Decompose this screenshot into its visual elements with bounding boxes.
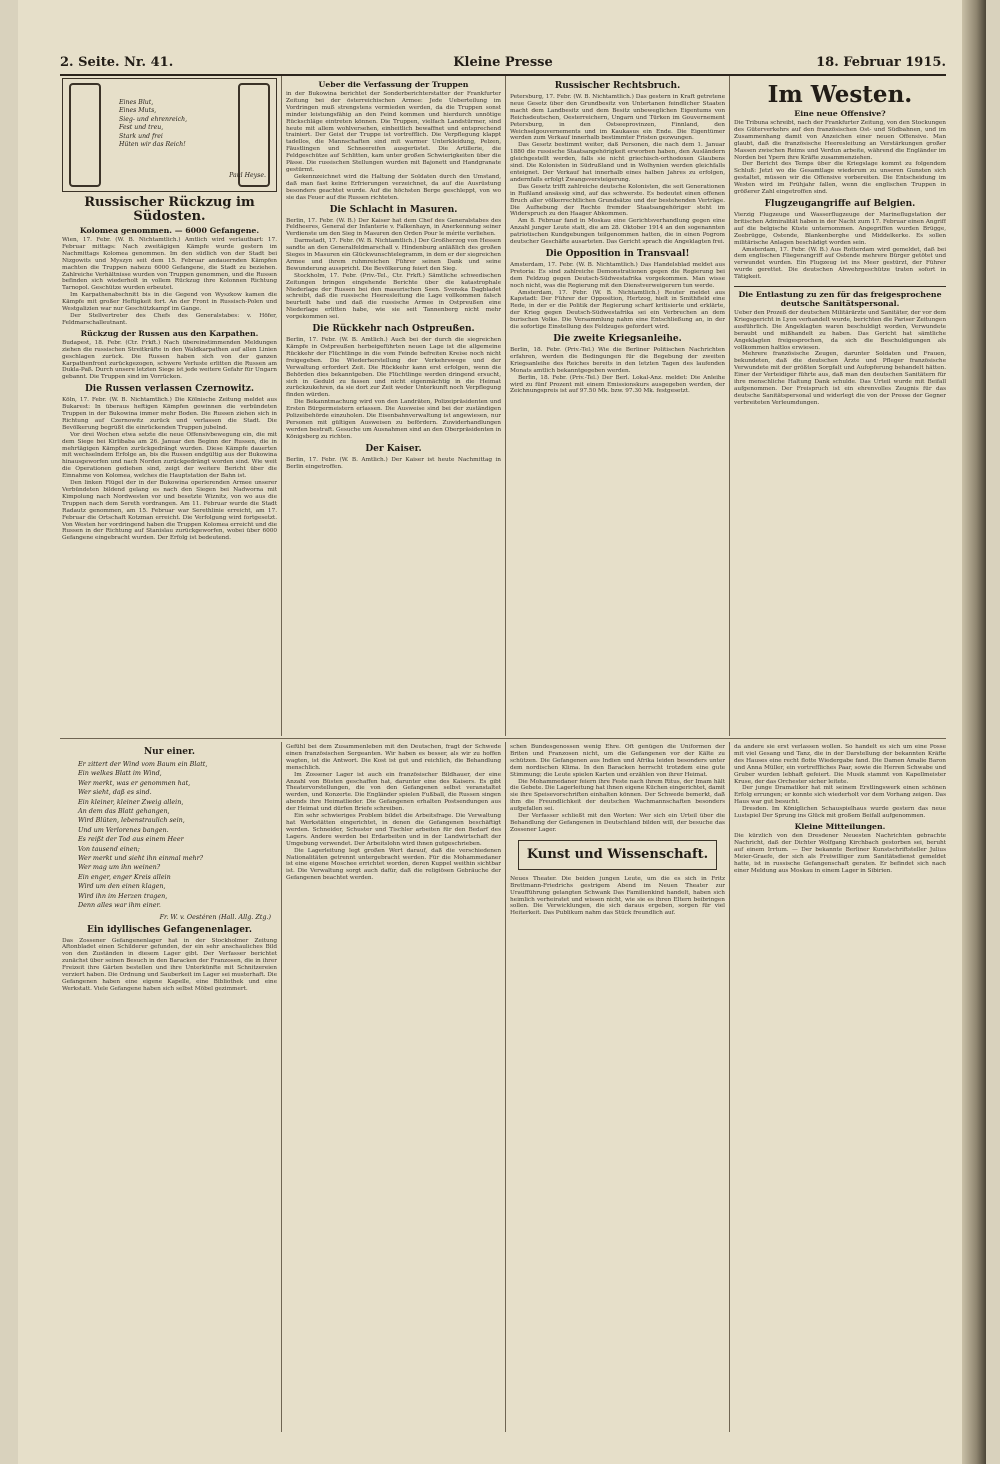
feuilleton-column-4 (734, 744, 946, 1430)
heading-flugzeugangriffe: Flugzeugangriffe auf Belgien. (764, 198, 916, 209)
heading-kaiser: Der Kaiser. (365, 443, 422, 454)
poem-box (62, 78, 277, 192)
poem-author: Paul Heyse. (229, 172, 266, 179)
article-paragraph: Im Zossener Lager ist auch ein französischer Bildhauer, der eine Anzahl von Büsten geschaffen hat, darunter eine des Kaisers. Es gibt Theatervorstellungen, die von den Gefangenen selbst veranstaltet werden, und Konzerte. Die Engländer spielen Fußball, die Russen singen abends ihre Heimatlieder. Die Gefangenen erhalten Postsendungen aus der Heimat und dürfen Briefe schreiben. (286, 771, 501, 813)
kunst-heading-box (518, 840, 717, 870)
heading-sanitaetspersonal: Die Entlastung zu zen für das freigesprochene deutsche Sanitätspersonal. (734, 286, 946, 308)
heading-kunst: Kunst und Wissenschaft. (526, 846, 709, 862)
article-paragraph: Petersburg, 17. Febr. (W. B. Nichtamtlich.) Das gestern in Kraft getretene neue Gesetz über den Grundbesitz von Untertanen feindlicher Staaten macht dem Landbesitz und dem Besitz unbeweglichen Eigentums von Reichsdeutschen, Oesterreichern, Ungarn und Türken im Gouvernement Petersburg, in den Ostseeprovinzen, Finnland, den Weichselgouvernements und im Kaukasus ein Ende. Die Eigentümer werden zum Verkauf innerhalb bestimmter Fristen gezwungen. (510, 94, 725, 142)
heading-czernowitz: Die Russen verlassen Czernowitz. (85, 384, 254, 395)
article-paragraph: Vor drei Wochen etwa setzte die neue Offensivbewegung ein, die mit dem Siege bei Kirlibaba am 26. Januar den Beginn der Russen, die in mehrtägigen Kämpfen zurückgedrängt wurden. Diese Kämpfe dauerten mit wechselndem Erfolge an, bis die Russen endgültig aus der Bukowina hinausgeworfen und nach Norden zurückgedrängt worden sind. Wie weit die Operationen gediehen sind, zeigt der weitere Bericht über die Einnahme von Kolomea, welches die Hauptstation der Bahn ist. (62, 431, 277, 480)
article-paragraph: Die Tribuna schreibt, nach der Frankfurter Zeitung, von den Stockungen des Güterverkehrs auf den französischen Ost- und Südbahnen, und im Zusammenhang damit von Anzeichen einer neuen Offensive. Man glaubt, daß die französische Heeresleitung an Verstärkungen großer Massen zwischen Reims und Verdun arbeite, während die Engländer im Norden bei Ypern ihre Kräfte zusammenziehen. (734, 120, 946, 161)
issue-date: 18. Februar 1915. (816, 54, 946, 70)
heading-karpathen: Rückzug der Russen aus den Karpathen. (80, 328, 259, 338)
article-paragraph: Das Gesetz trifft zahlreiche deutsche Kolonisten, die seit Generationen in Rußland ansässig sind, auf das schwerste. Es bedeutet einen offenen Bruch aller völkerrechtlichen Grundsätze und der bestehenden Verträge. Die Aufhebung der Rechte fremder Staatsangehöriger steht im Widerspruch zu den Haager Abkommen. (510, 183, 725, 218)
feuilleton-column-2 (286, 744, 501, 1430)
motto-poem: Eines Blut, Eines Muts, Sieg- und ehrenreich, Fest und treu, Stark und frei Hüten wir das Reich! (119, 99, 188, 149)
article-paragraph: Der Stellvertreter des Chefs des Generalstabes: v. Höfer, Feldmarschalleutnant. (62, 312, 277, 326)
article-paragraph: in der Bukowina berichtet der Sonderberichterstatter der Frankfurter Zeitung bei der österreichischen Armee: Jede Ueberteilung im Vordringen muß strengstens vermieden werden, da die Truppen sonst minder leistungsfähig an den Feind kommen und hierdurch unnötige Rückschläge eintreten können. Die Truppen, vielfach Landstürmer, sind heute mit allem wohlversehen, einheitlich bewaffnet und entsprechend trainiert. Der Geist der Truppe ist vortrefflich. Die Verpflegung klappt tadellos, die Mannschaften sind mit warmer Unterkleidung, Pelzen, Fäustlingen und Schneereifen ausgerüstet. Die Artillerie, die Feldgeschütze auf Schlitten, kam unter großen Schwierigkeiten über die Pässe. Die russischen Stellungen wurden mit Bajonett und Handgranate gestürmt. (286, 91, 501, 173)
poem-nur-einer: Er zittert der Wind vom Baum ein Blatt, Ein welkes Blatt im Wind, Wer merkt, was er genommen hat, Wer sieht, daß es sind. Ein kleiner, kleiner Zweig allein, An dem das Blatt gehangen, Wird Blüten, lebenstraulich sein, Und um Verlorenes bangen. Es reißt der Tod aus einem Heer Von tausend einen; Wer merkt und sieht ihn einmal mehr? Wer mag um ihn weinen? Ein enger, enger Kreis allein Wird um den einen klagen, Wird ihn im Herzen tragen, Denn alles war ihm einer. (78, 760, 208, 910)
poem-author: Fr. W. v. Oestéren (Hall. Allg. Ztg.) (159, 912, 271, 921)
article-paragraph: Ueber den Prozeß der deutschen Militärärzte und Sanitäter, der vor dem Kriegsgericht in Lyon verhandelt wurde, berichten die Pariser Zeitungen ausführlich. Die Angeklagten waren beschuldigt worden, Verwundete beraubt und mißhandelt zu haben. Das Gericht hat sämtliche Angeklagten freigesprochen, da sich die Beschuldigungen als vollkommen haltlos erwiesen. (734, 310, 946, 351)
heading-gefangenenlager: Ein idyllisches Gefangenenlager. (87, 924, 252, 935)
feuilleton-column-1 (62, 744, 277, 1430)
subhead-offensive: Eine neue Offensive? (794, 109, 886, 118)
headline-rueckzug: Russischer Rückzug im Südosten. (84, 195, 255, 224)
article-paragraph: Budapest, 18. Febr. (Ctr. Frkft.) Nach übereinstimmenden Meldungen ziehen die russischen Streitkräfte in den Waldkarpathen auf allen Linien geschlagen zurück. Die Russen haben sich von der ganzen Karpathenfront zurückgezogen, schwere Verluste erlitten die Russen am Dukla-Paß. Durch unsere letzten Siege ist jede weitere Gefahr für Ungarn gebannt. Die Truppen sind im Vorrücken. (62, 339, 277, 381)
heading-verfassung: Ueber die Verfassung der Truppen (318, 80, 469, 89)
subhead-kolomea: Kolomea genommen. — 6000 Gefangene. (79, 226, 260, 235)
heading-nur-einer: Nur einer. (143, 747, 196, 757)
article-paragraph: Die Lagerleitung legt großen Wert darauf, daß die verschiedenen Nationalitäten getrennt untergebracht werden. Für die Mohammedaner ist eine eigene Moschee errichtet worden, deren Kuppel weithin sichtbar ist. Die Verwaltung sorgt auch dafür, daß die religiösen Gebräuche der Gefangenen beachtet werden. (286, 847, 501, 882)
article-paragraph: Die Bekanntmachung wird von den Landräten, Polizeipräsidenten und Ersten Bürgermeistern erlassen. Die Ausweise sind bei der zuständigen Polizeibehörde einzuholen. Die Eisenbahnverwaltung ist angewiesen, nur Personen mit gültigen Ausweisen zu befördern. Zuwiderhandlungen werden bestraft. Gesuche um Ausnahmen sind an den Oberpräsidenten in Königsberg zu richten. (286, 399, 501, 440)
masthead: Kleine Presse (453, 54, 553, 70)
article-paragraph: Am 8. Februar fand in Moskau eine Gerichtsverhandlung gegen eine Anzahl junger Leute statt, die am 28. Oktober 1914 an den sogenannten patriotischen Kundgebungen teilgenommen hatten, die in einen Pogrom deutscher Geschäfte ausarteten. Das Gericht sprach die Angeklagten frei. (510, 218, 725, 246)
heading-rechtsbruch: Russischer Rechtsbruch. (554, 81, 681, 91)
article-paragraph: Neues Theater. Die beiden jungen Leute, um die es sich in Fritz Brettmann-Friedrichs gestrigem Abend im Neuen Theater zur Uraufführung gelangten Schwank Das Familienkind handelt, haben sich heimlich verheiratet und wissen nicht, wie sie es ihren Eltern beibringen sollen. Die Verwicklungen, die sich daraus ergeben, sorgen für viel Heiterkeit. Das Publikum nahm das Stück freundlich auf. (510, 875, 725, 917)
heading-mitteilungen: Kleine Mitteilungen. (794, 821, 886, 831)
column-2 (286, 78, 501, 736)
article-paragraph: Das Gesetz bestimmt weiter, daß Personen, die nach dem 1. Januar 1880 die russische Staatsangehörigkeit erworben haben, den Ausländern gleichgestellt werden, falls sie nicht griechisch-orthodoxen Glaubens sind. Die Kolonisten in Südrußland und in Wolhynien werden gleichfalls enteignet. Der Verkauf hat innerhalb eines halben Jahres zu erfolgen, andernfalls erfolgt Zwangsversteigerung. (510, 142, 725, 183)
article-paragraph: Wien, 17. Febr. (W. B. Nichtamtlich.) Amtlich wird verlautbart: 17. Februar mittags: Nach zweitägigen Kämpfe wurde gestern im Nachmittags Kolomea genommen. Im den südlich von der Stadt bei Nizgowits und Myszyn seit dem 15. Februar andauernden Kämpfen machten die Truppen nahezu 6000 Gefangene, die Stadt zu beziehen. Zahlreiche Verhältnisse wurden von Truppen genommen, und die Russen befinden sich wiederholt in vollem Rückzug ihre Kolonnen Richtung Tarnopol. Geschütze wurden erbeutet. (62, 237, 277, 292)
article-paragraph: Köln, 17. Febr. (W. B. Nichtamtlich.) Die Kölnische Zeitung meldet aus Bukarest: In überaus heftigen Kämpfen gewinnen die verbündeten Truppen in der Bukowina immer mehr Boden. Die Russen ziehen sich in Richtung auf Czernowitz zurück und verlassen die Stadt. Die Bevölkerung begrüßt die einrückenden Truppen jubelnd. (62, 397, 277, 431)
article-paragraph: Gefühl bei dem Zusammenleben mit den Deutschen, fragt der Schwede einen französischen Sergeanten. Wir haben es besser, als wir zu hoffen wagten, ist die Antwort. Die Kost ist gut und reichlich, die Behandlung menschlich. (286, 744, 501, 771)
article-paragraph: Gekennzeichnet wird die Haltung der Soldaten durch den Umstand, daß man fast keine Erfrierungen verzeichnet, da auf die Ausrüstung besonders geachtet wurde. Auf die höchsten Berge geschleppt, von wo sie das Feuer auf die Russen richteten. (286, 173, 501, 201)
page-header (60, 50, 946, 76)
article-paragraph: schen Bundesgenossen wenig Ehre. Oft genügen die Uniformen der Briten und Franzosen nicht, um die Gefangenen vor der Kälte zu schützen. Die Gefangenen aus Indien und Afrika leiden besonders unter dem nordischen Klima. In den Baracken herrscht trotzdem eine gute Stimmung; die Leute spielen Karten und erzählen von ihrer Heimat. (510, 744, 725, 778)
article-paragraph: Im Karpathenabschnitt bis in die Gegend von Wyszkow kamen die Kämpfe mit großer Heftigkeit fort. An der Front in Russisch-Polen und Westgalizien war nur Geschützkampf im Gange. (62, 292, 277, 313)
article-paragraph: Amsterdam, 17. Febr. (W. B. Nichtamtlich.) Das Handelsblad meldet aus Pretoria: Es sind zahlreiche Demonstrationen gegen die Regierung bei dem Feldzug gegen Deutsch-Südwestafrika vorgekommen. Man wisse noch nicht, was die Regierung mit den Dienstverweigerern tun werde. (510, 261, 725, 289)
article-paragraph: da andere sie erst verlassen wollen. So handelt es sich um eine Posse mit viel Gesang und Tanz, die in der Darstellung der bekannten Kräfte des Hauses eine recht flotte Wiedergabe fand. Die Damen Amalie Baron und Anna Müller, ein vortreffliches Paar, sowie die Herren Schwabe und Gruber wurden lebhaft gefeiert. Die Musik stammt von Kapellmeister Kruse, der das Orchester sicher leitete. (734, 744, 946, 785)
article-paragraph: Den linken Flügel der in der Bukowina operierenden Armee unserer Verbündeten bildend gelang es nach den Siegen bei Nadworna mit Kimpolung nach Nordwesten vor und besetzte Wiznitz, von wo aus die Truppen nach dem Sereth vordrangen. Am 11. Februar wurde die Stadt Radautz genommen, am 15. Februar war Serethlinie erreicht, am 17. Februar die Ortschaft Kotzman erreicht. Die Verfolgung wird fortgesetzt. Von Westen her vordringend haben die Truppen Kolomea erreicht und die Russen in der Richtung auf Stanislau zurückgeworfen, wobei über 6000 Gefangene eingebracht wurden. Der Erfolg ist bedeutend. (62, 480, 277, 542)
article-paragraph: Berlin, 17. Febr. (W. B.) Der Kaiser hat dem Chef des Generalstabes des Feldheeres, General der Infanterie v. Falkenhayn, in Anerkennung seiner Verdienste um den Sieg in Masuren den Orden Pour le mérite verliehen. (286, 217, 501, 238)
article-paragraph: Das Zossener Gefangenenlager hat in der Stockholmer Zeitung Aftonbladet einen Schilderer gefunden, der ein sehr anschauliches Bild von den Zuständen in diesem Lager gibt. Der Verfasser berichtet zunächst über seinen Besuch in den Baracken der Franzosen, die in ihrer Freizeit ihre Gärten bestellen und ihre Unterkünfte mit Schnitzereien verziert haben. Die Ordnung und Sauberkeit im Lager sei musterhaft. Die Gefangenen haben eine eigene Kapelle, eine Bibliothek und eine Werkstatt. Viele Gefangene haben sich selbst Möbel gezimmert. (62, 937, 277, 992)
feuilleton-column-3 (510, 744, 725, 1430)
article-paragraph: Berlin, 17. Febr. (W. B. Amtlich.) Auch bei der durch die siegreichen Kämpfe in Ostpreußen herbeigeführten neuen Lage ist die allgemeine Rückkehr der Flüchtlinge in die vom Feinde befreiten Kreise noch nicht freigegeben. Die Wiederherstellung der Verkehrswege und der Verwaltung erfordert Zeit. Die Rückkehr kann erst erfolgen, wenn die Behörden dies bekanntgeben. Die Flüchtlinge werden dringend ersucht, sich in Geduld zu fassen und nicht eigenmächtig in die Heimat zurückzukehren, da sie dort zur Zeit weder Unterkunft noch Verpflegung finden würden. (286, 337, 501, 399)
heading-masuren: Die Schlacht in Masuren. (329, 204, 458, 215)
article-paragraph: Die Mohammedaner feiern ihre Feste nach ihrem Ritus, der Imam hält die Gebete. Die Lagerleitung hat ihnen eigene Küchen eingerichtet, damit sie ihre Speisevorschriften einhalten können. Der Schwede bemerkt, daß ihm die Freundlichkeit der deutschen Wachmannschaften besonders aufgefallen sei. (510, 778, 725, 813)
article-paragraph: Berlin, 18. Febr. (Priv.-Tel.) Der Berl. Lokal-Anz. meldet: Die Anleihe wird zu fünf Prozent mit einem Emissionskurs ausgegeben werden, der Zeichnungspreis ist auf 97.50 Mk. bzw. 97.30 Mk. festgesetzt. (510, 374, 725, 395)
page-number: 2. Seite. Nr. 41. (60, 54, 174, 70)
article-paragraph: Der Verfasser schließt mit den Worten: Wer sich ein Urteil über die Behandlung der Gefangenen in Deutschland bilden will, der besuche das Zossener Lager. (510, 813, 725, 833)
article-paragraph: Berlin, 18. Febr. (Priv.-Tel.) Wie die Berliner Politischen Nachrichten erfahren, werden die Bedingungen für die Begebung der zweiten Kriegsanleihe des Reiches bereits in den letzten Tagen des laufenden Monats amtlich bekanntgegeben werden. (510, 347, 725, 374)
column-4 (734, 78, 946, 736)
binding-edge (962, 0, 986, 1464)
article-paragraph: Stockholm, 17. Febr. (Priv.-Tel., Ctr. Frkft.) Sämtliche schwedischen Zeitungen bringen eingehende Berichte über die katastrophale Niederlage der Russen bei den masurischen Seen. Svenska Dagbladet schreibt, daß die russische Heeresleitung die Lage vollkommen falsch beurteilt habe und daß die russische Armee in Ostpreußen eine Niederlage erlitten habe, wie sie seit Tannenberg nicht mehr vorgekommen sei. (286, 272, 501, 321)
ornament-left (69, 83, 101, 187)
column-3 (510, 78, 725, 736)
article-paragraph: Ein sehr schwieriges Problem bildet die Arbeitsfrage. Die Verwaltung hat Werkstätten eingerichtet, in denen die Gefangenen beschäftigt werden. Schneider, Schuster und Tischler arbeiten für den Bedarf des Lagers. Andere werden bei Erdarbeiten und in der Landwirtschaft der Umgebung verwendet. Der Arbeitslohn wird ihnen gutgeschrieben. (286, 813, 501, 847)
article-paragraph: Vierzig Flugzeuge und Wasserflugzeuge der Marineflugstation der britischen Admiralität haben in der Nacht zum 17. Februar einen Angriff auf die belgische Küste unternommen. Angegriffen wurden Brügge, Zeebrügge, Ostende, Blankenberghe und Middelkerke. Es sollen militärische Anlagen beschädigt worden sein. (734, 211, 946, 246)
article-paragraph: Der Bericht des Temps über die Kriegslage kommt zu folgendem Schluß: Jetzt wo die Gesamtlage wiederum zu unseren Gunsten sich gestaltet, müssen wir die Offensive vorbereiten. Die Entscheidung im Westen wird im Frühjahr fallen, wenn die englischen Truppen in größerer Zahl eingetroffen sind. (734, 161, 946, 196)
newspaper-page (18, 0, 986, 1464)
article-paragraph: Darmstadt, 17. Febr. (W. B. Nichtamtlich.) Der Großherzog von Hessen sandte an den Generalfeldmarschall v. Hindenburg anläßlich des großen Sieges in Masuren ein Glückwunschtelegramm, in dem er der siegreichen Armee und ihrem ruhmreichen Führer seinen Dank und seine Bewunderung ausspricht. Die Bevölkerung feiert den Sieg. (286, 238, 501, 272)
heading-westen: Im Westen. (767, 81, 913, 108)
article-paragraph: Mehrere französische Zeugen, darunter Soldaten und Frauen, bekundeten, daß die deutschen Ärzte und Pfleger französische Verwundete mit der größten Sorgfalt und Aufopferung behandelt hätten. Einer der Verteidiger führte aus, daß man den deutschen Sanitätern für ihre menschliche Haltung Dank schulde. Das Urteil wurde mit Beifall aufgenommen. Der Freispruch ist ein ehrenvolles Zeugnis für das deutsche Sanitätspersonal und widerlegt die von der Presse der Gegner verbreiteten Verleumdungen. (734, 351, 946, 406)
article-paragraph: Amsterdam, 17. Febr. (W. B.) Aus Rotterdam wird gemeldet, daß bei dem englischen Fliegerangriff auf Ostende mehrere Bürger getötet und verwundet wurden. Ein Flugzeug ist ins Meer gestürzt, der Führer wurde gerettet. Die deutschen Abwehrgeschütze traten sofort in Tätigkeit. (734, 246, 946, 281)
heading-opposition: Die Opposition in Transvaal! (545, 248, 690, 259)
article-paragraph: Dresden. Im Königlichen Schauspielhaus wurde gestern das neue Lustspiel Der Sprung ins Glück mit großem Beifall aufgenommen. (734, 806, 946, 820)
heading-rueckkehr: Die Rückkehr nach Ostpreußen. (312, 324, 475, 335)
article-paragraph: Der junge Dramatiker hat mit seinem Erstlingswerk einen schönen Erfolg errungen; er konnte sich wiederholt vor dem Vorhang zeigen. Das Haus war gut besucht. (734, 785, 946, 806)
article-paragraph: Amsterdam, 17. Febr. (W. B. Nichtamtlich.) Reuter meldet aus Kapstadt: Der Führer der Opposition, Hertzog, hielt in Smithfield eine Rede, in der er die Politik der Regierung scharf kritisierte und erklärte, der Krieg gegen Deutsch-Südwestafrika sei ein Verbrechen an dem burischen Volke. Die Versammlung nahm eine Entschließung an, in der die sofortige Einstellung des Feldzuges gefordert wird. (510, 289, 725, 331)
column-1 (62, 78, 277, 736)
heading-kriegsanleihe: Die zweite Kriegsanleihe. (553, 334, 682, 344)
article-paragraph: Die kürzlich von den Dresdener Neuesten Nachrichten gebrachte Nachricht, daß der Dichter Wolfgang Kirchbach gestorben sei, beruht auf einem Irrtum. — Der bekannte Berliner Kunstschriftsteller Julius Meier-Graefe, der sich als Freiwilliger zum Sanitätsdienst gemeldet hatte, ist in russische Gefangenschaft geraten. Er befindet sich nach einer Meldung aus Moskau in einem Lager in Sibirien. (734, 832, 946, 874)
article-paragraph: Berlin, 17. Febr. (W. B. Amtlich.) Der Kaiser ist heute Nachmittag in Berlin eingetroffen. (286, 456, 501, 470)
